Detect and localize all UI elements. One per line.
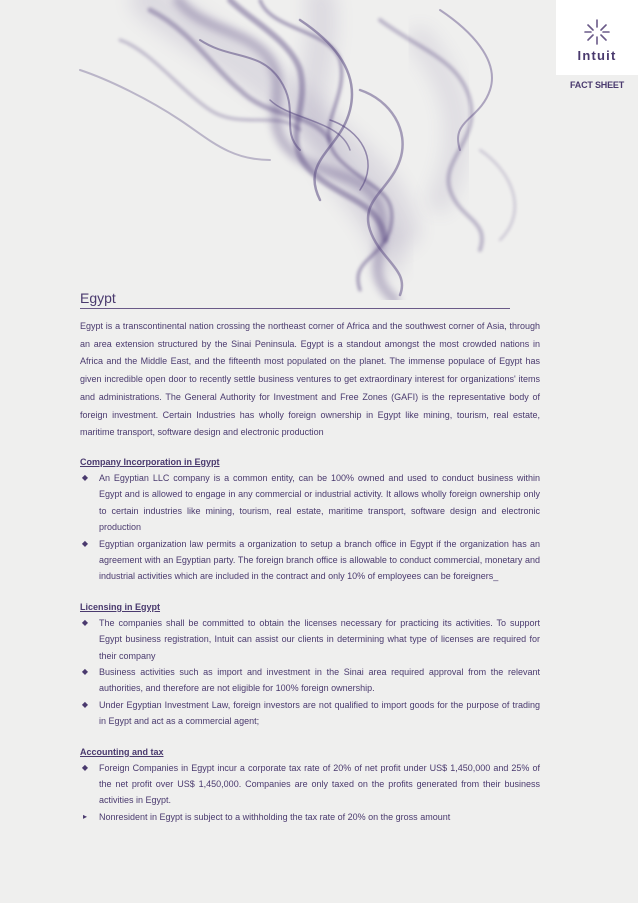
section-heading-accounting-tax: Accounting and tax [80, 746, 164, 757]
diamond-bullet-icon: ◆ [81, 666, 89, 676]
list-item: ▸ Nonresident in Egypt is subject to a withholding the tax rate of 20% on the gross amount [80, 809, 540, 825]
list-item: ◆ An Egyptian LLC company is a common entity, can be 100% owned and used to conduct business within Egypt and is allowed to engage in any commercial or industrial activity. It allows wholly foreign ownership only to certain industries like mining, tourism, real estate, maritime transport, software design and electronic production [80, 470, 540, 536]
intuit-logo [556, 0, 638, 75]
list-item: ◆ Foreign Companies in Egypt incur a corporate tax rate of 20% of net profit under US$ 1,450,000 and 25% of the net profit over US$ 1,450,000. Companies are only taxed on the profits generated from their business activities in Egypt. [80, 760, 540, 809]
licensing-list [80, 615, 540, 730]
smoke-header-image [0, 0, 638, 300]
diamond-bullet-icon: ◆ [81, 762, 89, 772]
fact-sheet-label: FACT SHEET [569, 80, 624, 90]
section-heading-company-incorporation: Company Incorporation in Egypt [80, 456, 220, 467]
diamond-bullet-icon: ◆ [81, 538, 89, 548]
diamond-bullet-icon: ◆ [81, 617, 89, 627]
list-item: ◆ Business activities such as import and investment in the Sinai area required approval from the relevant authorities, and therefore are not eligible for 100% foreign ownership. [80, 664, 540, 697]
star-burst-logo-icon [556, 0, 638, 75]
list-item: ◆ Egyptian organization law permits a organization to setup a branch office in Egypt if the organization has an agreement with an Egyptian party. The foreign branch office is allowable to conduct commercial, monetary and industrial activities which are included in the contract and only 10% of employees can be foreigners_ [80, 536, 540, 585]
accounting-tax-list [80, 760, 540, 826]
document-body [80, 290, 540, 825]
diamond-bullet-icon: ◆ [81, 699, 89, 709]
diamond-bullet-icon: ◆ [81, 472, 89, 482]
company-incorporation-list [80, 470, 540, 585]
arrow-bullet-icon: ▸ [82, 811, 87, 821]
section-heading-licensing: Licensing in Egypt [80, 601, 161, 612]
logo-wordmark: Intuit [577, 48, 617, 63]
list-item: ◆ The companies shall be committed to obtain the licenses necessary for practicing its activities. To support Egypt business registration, Intuit can assist our clients in determining what type of licenses are required for their company [80, 615, 540, 664]
intro-paragraph: Egypt is a transcontinental nation crossing the northeast corner of Africa and the southwest corner of Asia, through an area extension structured by the Sinai Peninsula. Egypt is a standout amongst the most crowded nations in Africa and the Middle East, and the fifteenth most populated on the planet. The immense populace of Egypt has given incredible open door to recently settle business ventures to get extraordinary interest for organizations' items and administrations. The General Authority for Investment and Free Zones (GAFI) is the representative body of foreign investment. Certain Industries has wholly foreign ownership in Egypt like mining, tourism, real estate, maritime transport, software design and electronic production [80, 321, 540, 438]
list-item: ◆ Under Egyptian Investment Law, foreign investors are not qualified to import goods for the purpose of trading in Egypt and act as a commercial agent; [80, 697, 540, 730]
page-title: Egypt [80, 290, 510, 309]
